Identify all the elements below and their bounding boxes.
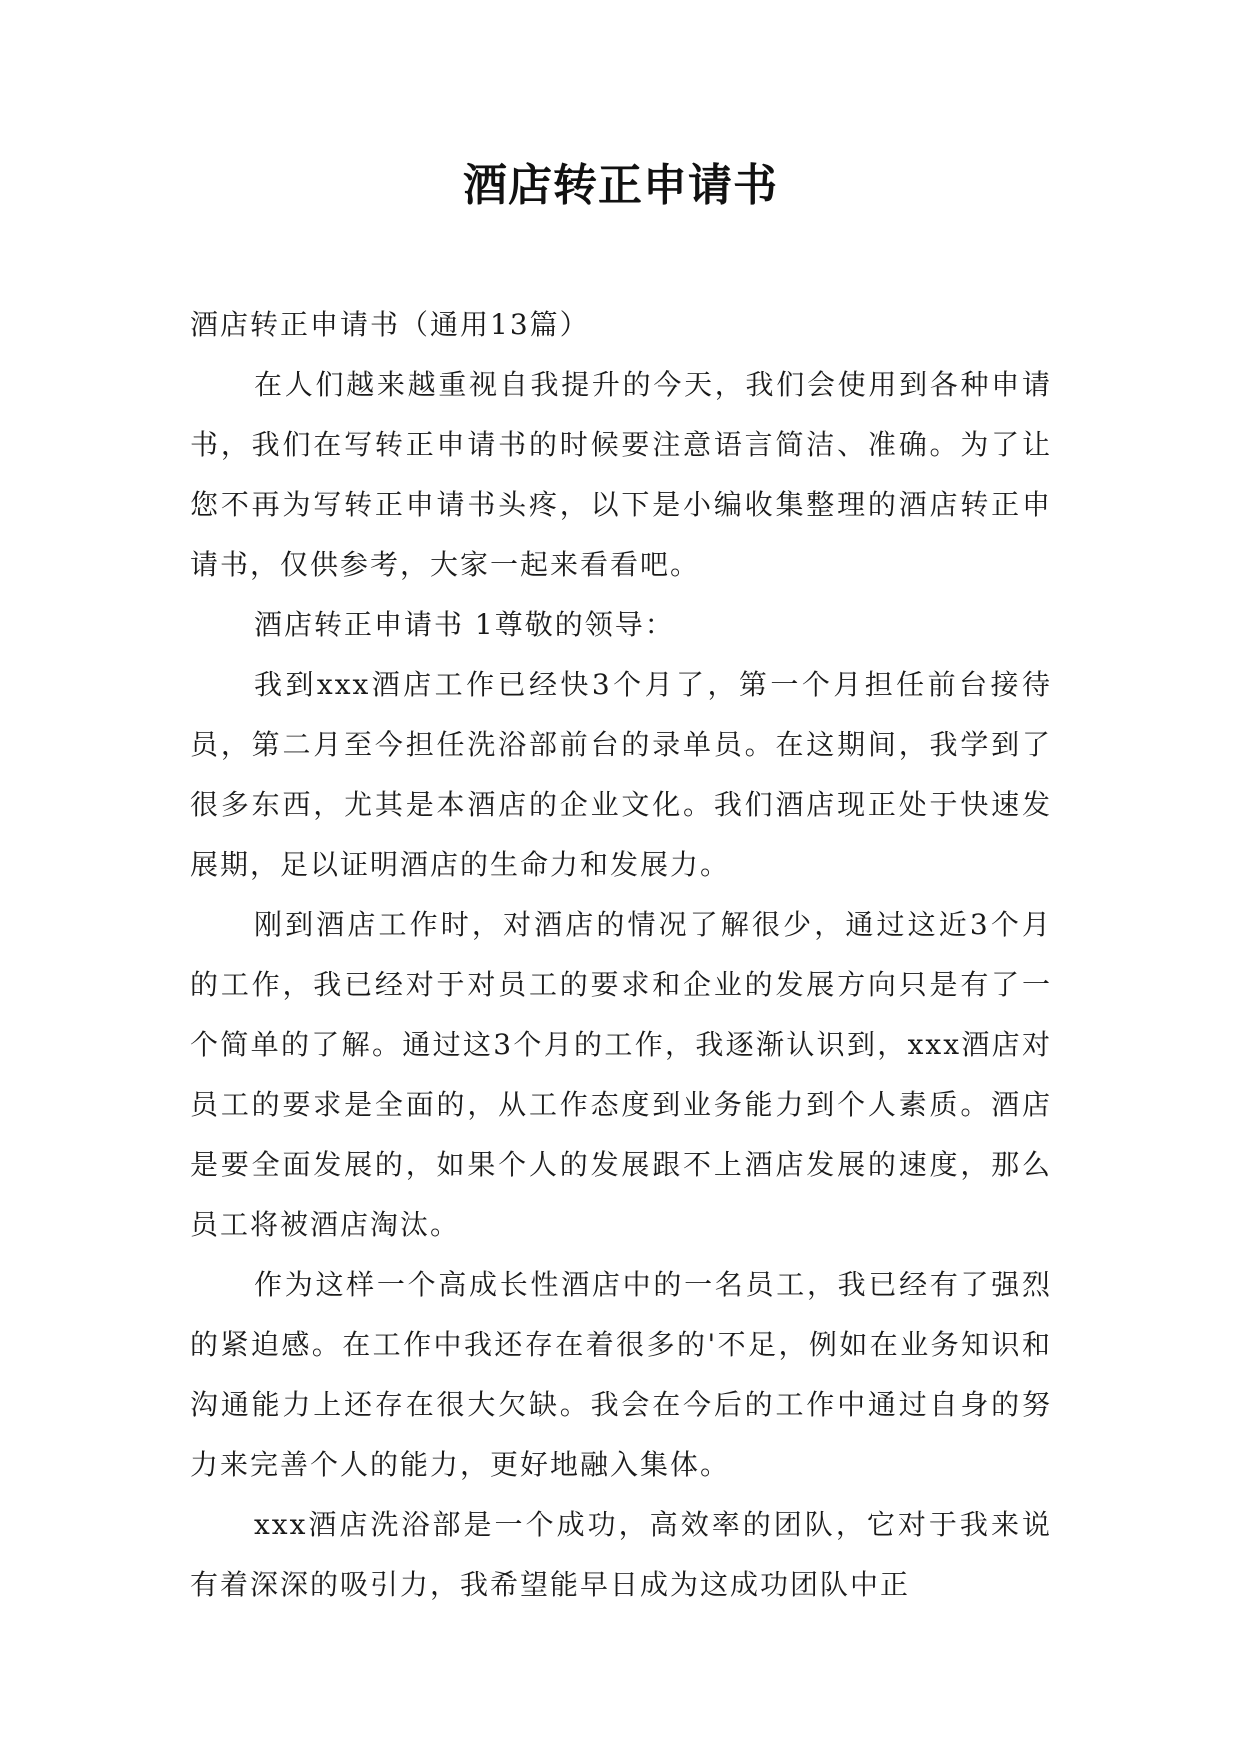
document-subtitle: 酒店转正申请书（通用13篇）	[190, 308, 590, 341]
paragraph-understanding: 刚到酒店工作时，对酒店的情况了解很少，通过这近3个月的工作，我已经对于对员工的要求和企业的发展方向只是有了一个简单的了解。通过这3个月的工作，我逐渐认识到，xxx酒店对员工的要求是全面的，从工作态度到业务能力到个人素质。酒店是要全面发展的，如果个人的发展跟不上酒店发展的速度，那么员工将被酒店淘汰。	[190, 908, 1052, 1241]
paragraph-self-improvement: 作为这样一个高成长性酒店中的一名员工，我已经有了强烈的紧迫感。在工作中我还存在着很多的'不足，例如在业务知识和沟通能力上还存在很大欠缺。我会在今后的工作中通过自身的努力来完善个人的能力，更好地融入集体。	[190, 1268, 1052, 1481]
paragraph-team: xxx酒店洗浴部是一个成功，高效率的团队，它对于我来说有着深深的吸引力，我希望能早日成为这成功团队中正	[190, 1508, 1052, 1601]
paragraph-intro: 在人们越来越重视自我提升的今天，我们会使用到各种申请书，我们在写转正申请书的时候要注意语言简洁、准确。为了让您不再为写转正申请书头疼，以下是小编收集整理的酒店转正申请书，仅供参考，大家一起来看看吧。	[190, 368, 1052, 581]
paragraph-work-experience: 我到xxx酒店工作已经快3个月了，第一个月担任前台接待员，第二月至今担任洗浴部前台的录单员。在这期间，我学到了很多东西，尤其是本酒店的企业文化。我们酒店现正处于快速发展期，足以证明酒店的生命力和发展力。	[190, 668, 1052, 881]
document-title: 酒店转正申请书	[463, 160, 778, 211]
paragraph-salutation: 酒店转正申请书 1尊敬的领导：	[254, 608, 675, 641]
document-body	[190, 295, 1052, 1615]
